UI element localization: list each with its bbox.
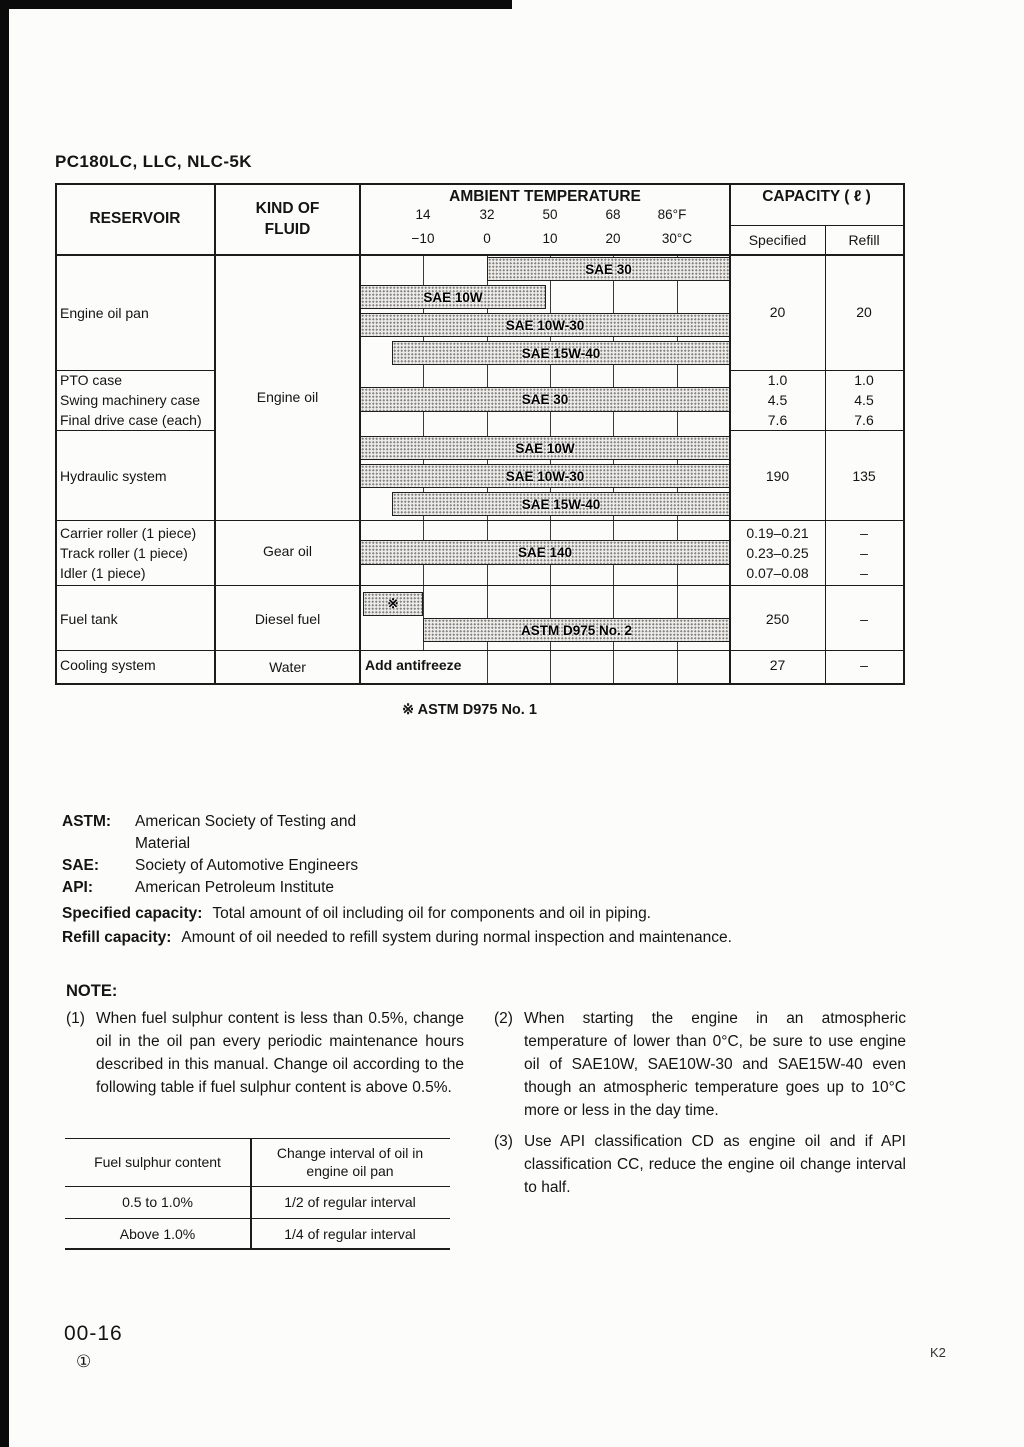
table-border — [55, 254, 905, 256]
capacity-specified-idler: 0.07–0.08 — [746, 565, 809, 581]
note-number: (3) — [494, 1133, 513, 1150]
abbreviation-api — [62, 877, 400, 899]
table-border — [903, 183, 905, 685]
lubricant-table — [55, 183, 905, 685]
abbreviation-definition: American Petroleum Institute — [135, 879, 335, 896]
temp-f-label: 86°F — [657, 207, 687, 222]
abbreviation-sae — [62, 855, 400, 877]
page-title: PC180LC, LLC, NLC-5K — [55, 152, 252, 171]
sulphur-header-interval: Change interval of oil in engine oil pan — [276, 1145, 424, 1179]
sulphur-row1-content: 0.5 to 1.0% — [122, 1194, 193, 1210]
capacity-refill-final-drive: 7.6 — [854, 412, 874, 428]
note-body: When starting the engine in an atmospheric temperature of lower than 0°C, be sure to use engine oil of SAE10W, SAE10W-30 and SAE15W-40 even though an atmospheric temperature goes up to 10°C more or less in the day time. — [524, 1010, 906, 1119]
row-label-engine-oil-pan: Engine oil pan — [60, 305, 149, 321]
table-border — [65, 1248, 450, 1251]
capacity-specified-final-drive: 7.6 — [767, 412, 788, 428]
capacity-refill-pto: 1.0 — [854, 372, 874, 388]
table-border — [65, 1218, 450, 1219]
capacity-refill-carrier-roller: – — [860, 525, 868, 541]
fluid-gear-oil: Gear oil — [262, 543, 313, 559]
temp-c-label: 10 — [542, 231, 558, 246]
specified-capacity-note — [62, 905, 651, 923]
bar-sae30-pto — [360, 387, 730, 412]
bar-label: SAE 10W — [515, 440, 575, 456]
reference-mark: ※ — [387, 596, 399, 611]
refill-capacity-note — [62, 929, 732, 947]
table-border — [730, 225, 905, 226]
bar-label: SAE 30 — [521, 392, 569, 407]
note-right-column — [494, 1007, 906, 1199]
row-label-cooling-system: Cooling system — [60, 657, 156, 673]
capacity-refill-swing: 4.5 — [854, 392, 874, 408]
temp-c-label: 30°C — [661, 231, 693, 246]
header-kind-of-fluid-line1: KIND OF — [255, 199, 320, 217]
table-border — [825, 225, 827, 685]
temp-c-label: −10 — [411, 231, 435, 246]
bar-sae30-engine-oil-pan — [487, 257, 730, 281]
table-border — [65, 1186, 450, 1187]
bar-sae10w30-hydraulic — [360, 464, 730, 488]
table-border — [55, 370, 215, 371]
note-term: Refill capacity: — [62, 929, 172, 946]
capacity-specified-pto: 1.0 — [767, 372, 788, 388]
bar-astm-d975-fuel — [423, 618, 730, 642]
row-label-idler: Idler (1 piece) — [60, 565, 146, 581]
fluid-water: Water — [269, 659, 306, 675]
bar-sae15w40-engine-oil-pan — [392, 341, 730, 365]
header-kind-of-fluid — [215, 183, 360, 254]
bar-label: SAE 140 — [517, 545, 573, 560]
table-border — [55, 183, 57, 685]
row-label-pto-case: PTO case — [60, 372, 122, 388]
note-number: (2) — [494, 1010, 513, 1027]
abbreviation-definition: American Society of Testing and Material — [135, 813, 357, 852]
table-border — [55, 430, 215, 431]
header-kind-of-fluid-line2: FLUID — [264, 220, 311, 238]
abbreviation-astm — [62, 811, 400, 855]
note-text: Amount of oil needed to refill system during normal inspection and maintenance. — [181, 929, 732, 946]
sulphur-row2-content: Above 1.0% — [119, 1226, 196, 1242]
temp-f-label: 68 — [605, 207, 621, 222]
corner-mark: K2 — [930, 1345, 946, 1360]
bar-label: SAE 10W-30 — [505, 317, 585, 333]
row-label-final-drive-case: Final drive case (each) — [60, 412, 202, 428]
bar-label: SAE 10W — [423, 289, 483, 305]
temp-f-label: 50 — [542, 207, 558, 222]
note-term: Specified capacity: — [62, 905, 203, 922]
add-antifreeze-note: Add antifreeze — [365, 657, 467, 673]
row-label-fuel-tank: Fuel tank — [60, 611, 118, 627]
bar-sae10w-engine-oil-pan — [360, 285, 546, 309]
page-number: 00-16 — [64, 1322, 123, 1345]
abbreviation-term: SAE: — [62, 857, 100, 874]
fuel-sulphur-table — [65, 1138, 450, 1250]
table-border — [55, 650, 905, 651]
table-border — [359, 183, 361, 685]
note-item-2 — [494, 1007, 906, 1122]
table-border — [214, 183, 216, 685]
sulphur-row2-interval: 1/4 of regular interval — [284, 1226, 416, 1242]
table-border — [730, 430, 905, 431]
note-heading: NOTE: — [66, 982, 118, 1000]
temp-c-label: 0 — [483, 231, 491, 246]
temp-f-label: 32 — [479, 207, 495, 222]
row-label-swing-machinery-case: Swing machinery case — [60, 392, 201, 408]
note-number: (1) — [66, 1010, 85, 1027]
row-label-hydraulic-system: Hydraulic system — [60, 468, 167, 484]
capacity-refill-idler: – — [860, 565, 868, 581]
capacity-specified-swing: 4.5 — [767, 392, 788, 408]
fluid-diesel-fuel: Diesel fuel — [254, 611, 321, 627]
table-border — [250, 1138, 252, 1250]
header-capacity: CAPACITY ( ℓ ) — [762, 188, 871, 205]
table-footnote: ※ ASTM D975 No. 1 — [402, 702, 537, 718]
abbreviation-term: ASTM: — [62, 813, 112, 830]
bar-label: SAE 15W-40 — [521, 496, 601, 512]
temp-c-label: 20 — [605, 231, 621, 246]
table-border — [65, 1138, 450, 1139]
scan-artifact-left-edge — [0, 0, 9, 1447]
bar-sae10w30-engine-oil-pan — [360, 313, 730, 337]
capacity-specified-cooling: 27 — [769, 657, 786, 673]
note-body: Use API classification CD as engine oil and if API classification CC, reduce the engine oil change interval to half. — [524, 1133, 906, 1196]
note-item-1 — [66, 1007, 464, 1099]
capacity-specified-carrier-roller: 0.19–0.21 — [746, 525, 809, 541]
sulphur-header-content: Fuel sulphur content — [94, 1154, 221, 1170]
table-border — [55, 585, 905, 586]
capacity-specified-fuel-tank: 250 — [765, 611, 790, 627]
table-border — [55, 183, 905, 185]
revision-mark: ① — [76, 1352, 92, 1371]
table-border — [729, 183, 731, 685]
scan-artifact-top-edge — [0, 0, 512, 9]
header-reservoir: RESERVOIR — [89, 209, 181, 227]
bar-sae10w-hydraulic — [360, 436, 730, 460]
capacity-refill-cooling: – — [860, 657, 868, 673]
bar-label: ASTM D975 No. 2 — [520, 622, 633, 638]
row-label-track-roller: Track roller (1 piece) — [60, 545, 188, 561]
abbreviation-definition: Society of Automotive Engineers — [135, 857, 359, 874]
bar-sae140-rollers — [360, 540, 730, 565]
capacity-specified-track-roller: 0.23–0.25 — [746, 545, 809, 561]
row-label-carrier-roller: Carrier roller (1 piece) — [60, 525, 197, 541]
temp-f-label: 14 — [415, 207, 431, 222]
header-specified: Specified — [748, 231, 807, 248]
note-body: When fuel sulphur content is less than 0.5%, change oil in the oil pan every periodic maintenance hours described in this manual. Change oil according to the following table if fuel sulphur content is above 0.5%. — [96, 1010, 464, 1096]
bar-label: SAE 10W-30 — [505, 468, 585, 484]
header-ambient-temperature: AMBIENT TEMPERATURE — [449, 188, 641, 205]
bar-reference-mark-box — [363, 592, 423, 616]
bar-label: SAE 15W-40 — [521, 345, 601, 361]
sulphur-row1-interval: 1/2 of regular interval — [284, 1194, 416, 1210]
fluid-engine-oil: Engine oil — [256, 389, 319, 405]
abbreviation-term: API: — [62, 879, 93, 896]
capacity-refill-fuel-tank: – — [860, 611, 868, 627]
table-border — [55, 683, 905, 686]
note-text: Total amount of oil including oil for components and oil in piping. — [212, 905, 651, 922]
capacity-specified-hydraulic: 190 — [765, 468, 790, 484]
capacity-refill-engine-oil-pan: 20 — [856, 304, 872, 320]
table-border — [55, 520, 905, 521]
capacity-refill-hydraulic: 135 — [852, 468, 876, 484]
header-refill: Refill — [848, 231, 880, 248]
table-border — [730, 370, 905, 371]
capacity-refill-track-roller: – — [860, 545, 868, 561]
note-item-3 — [494, 1130, 906, 1199]
bar-sae15w40-hydraulic — [392, 492, 730, 516]
bar-label: SAE 30 — [585, 261, 632, 277]
capacity-specified-engine-oil-pan: 20 — [769, 304, 786, 320]
